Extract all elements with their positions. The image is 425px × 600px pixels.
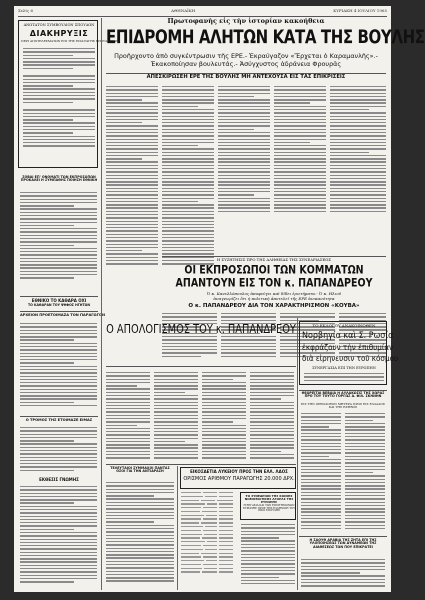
lower-mid-headline-5: Η ΕΡΓΑΣΙΑ ΚΑΙ ΤΩΝ ΕΠΙΣΤΗΜΟΝΩΝ ΕΥΡΩΠΗΣ ΠΡΟΣ ΤΗΣ ΕΛΛΗΝΙΚΗ ΤΟΥ ΟΙΚΟ ΣΠΟΥΔΗΣ [243, 504, 295, 513]
notice-title: ΔΙΑΚΗΡΥΞΙΣ [29, 29, 89, 38]
right-box-line-1: Νορβηγία καὶ Σ. Ρωσία [302, 329, 394, 341]
right-lower-col-2 [345, 413, 385, 533]
notice-subtitle: ΠΕΡΙ ΑΠΟΤΕΛΕΣΜΑΤΩΝ ΕΠΙ ΤΗΣ ΕΙΣΑΓΩΓΗΣ ΣΠΟΥΔΑΣΤΩΝ [21, 39, 119, 43]
left-col-text-2 [20, 323, 97, 413]
masthead-center: ΑΘΗΝΑΪΚΗ [171, 8, 196, 13]
lower-mid-table [181, 492, 237, 587]
right-column-rule [297, 318, 298, 590]
right-lower-headline-2: Η ΣΑΟΥΘ ΑΡΑΒΙΑ ΤΗΣ ΖΗΤΑ ΕΠΙ ΤΗΣ ΥΛΟΠΟΙΗΣΕΩΣ ΤΩΝ ΔΥΝΑΜΕΩΝ ΤΗΣ ΔΙΑΘΕΣΕΩΣ ΤΩΝ ΠΟΥ ΕΠΙΚΡΑΤΕΙ [309, 538, 377, 549]
left-headline-1: ΣΟΒΑΙ ΕΠ' ΟΝΟΜΑΤΙ ΤΩΝ ΕΚΠΡΟΣΩΠΩΝ ΠΡΟΚΑΛΕΙ Η ΣΥΜΠΑΘΗΣ ΠΟΙΗΣΗ ΕΘΝΙΚΗ [20, 175, 98, 183]
lower-mid-right-box [240, 492, 296, 520]
left-headline-2b: ΤΟ ΚΑΘΑΡΑΝ ΤΟΥ ΨΗΦΟΣ ΗΓΗΤΩΝ [28, 303, 90, 307]
mid-kicker: Η ΣΥΖΗΤΗΣΙΣ ΠΡΟ ΤΗΣ ΑΛΗΘΕΙΑΣ ΤΗΣ ΣΥΝΕΔΡΙΑΣΕΩΣ [216, 257, 332, 262]
left-headline-3: ΑΡΧΕΙΟΝ ΠΡΟΕΤΟΙΜΑΖΑ ΤΟΝ ΠΑΡΑΓΩΓΟΝ [20, 313, 105, 317]
lead-col-5 [330, 86, 386, 216]
mid-col-2 [221, 313, 276, 363]
right-box-kicker: ΤΟ ΕΚΛΟΓΟΥ ΑΝΑΚΟΙΝΩΘΕΝ [312, 323, 376, 328]
left-divider-2 [20, 311, 98, 312]
mid-headline-1: ΟΙ ΕΚΠΡΟΣΩΠΟΙ ΤΩΝ ΚΟΜΜΑΤΩΝ [184, 263, 364, 277]
mid-deck-3: Ο κ. ΠΑΠΑΝΔΡΕΟΥ ΔΙΑ ΤΟΝ ΧΑΡΑΚΤΗΡΙΣΜΟΝ «ΚΟΥΒΑ» [188, 303, 360, 309]
apologismos-col-4 [250, 372, 294, 462]
notice-body [23, 48, 95, 166]
right-feature-box [299, 321, 399, 385]
lead-headline: ΕΠΙΔΡΟΜΗ ΑΛΗΤΩΝ ΚΑΤΑ ΤΗΣ ΒΟΥΛΗΣ [106, 25, 425, 48]
right-box-line-3: διὰ εἰρηνευσιν τοῦ κόσμου [302, 352, 399, 364]
apologismos-headline-visible: Ο ΑΠΟΛΟΓΙΣΜΟΣ ΤΟΥ κ. ΠΑΠΑΝΔΡΕΟΥ [106, 322, 296, 337]
lower-mid-col-1 [106, 482, 174, 587]
left-col-text-4 [20, 486, 97, 586]
date-line: ΚΥΡΙΑΚΗ 4 ΙΟΥΛΙΟΥ 1965 [333, 8, 387, 13]
left-col-text-3 [20, 427, 97, 475]
right-lower-headline-1b: ΕΙΣ ΤΗΝ ΟΡΘΟΔΟΞΟΝ ΜΗΤΕΡΑ ΠΡΟΣ ΕΙΣ ΕΛΛΑΔΟΣ ΚΑΙ ΤΗΣ ΕΦΗΒΟΣ [301, 402, 385, 410]
mid-headline-2: ΑΠΑΝΤΟΥΝ ΕΙΣ ΤΟΝ κ. ΠΑΠΑΝΔΡΕΟΥ [175, 276, 373, 290]
left-divider-1 [20, 296, 98, 297]
lead-deck-1: Προῆρχοντο ἀπὸ συγκέντρωσιν τῆς ΕΡΕ.- Ἐκραύγαζον «Ἔρχεται ὁ Καραμανλῆς».- Ἐκακοποίησαν βουλευτάς.- Ἀσύγχυστος ἀδράνεια Φρουρᾶς [114, 52, 378, 68]
right-lower-col-1 [301, 413, 341, 533]
notice-org: ΑΝΩΤΑΤΟΝ ΣΥΜΒΟΥΛΙΟΝ ΣΠΟΥΔΩΝ [23, 23, 95, 27]
lower-mid-rule [106, 464, 296, 465]
page-number: Σελίς 6 [18, 8, 34, 13]
lead-deck-2: ΑΠΕΣΚΙΡΩΣΕΗ ΕΡΕ ΤΗΣ ΒΟΥΛΗΣ ΜΗ ΑΝΤΕΧΟΥΣΑ ΕΙΣ ΤΑΣ ΕΠΙΚΡΙΣΕΙΣ [146, 74, 346, 80]
mid-col-1 [162, 313, 217, 363]
right-lower-col-3 [301, 559, 385, 589]
right-box-line-2: ἐκφράζουν τὴν ἐπιθυμίαν [302, 341, 394, 353]
lead-col-4 [274, 86, 326, 216]
apologismos-col-1 [106, 372, 150, 462]
lead-kicker: Πρωτοφανὴς εἰς τὴν ἱστορίαν κακοήθεια [167, 17, 325, 25]
lead-col-3 [218, 86, 270, 216]
mid-deck-2: ἀναγνωρίζει ὅτι ἡ πολιτικὴ ἀποτελεῖ τῆς ΕΡΕ ἀνικανότητα [213, 296, 335, 301]
lower-mid-col-2 [241, 524, 295, 587]
left-headline-4: Ο ΤΡΟΜΟΣ ΤΗΣ ΕΤΟΙΜΑΖΕ ΕΙΜΑΣ [25, 418, 93, 422]
lower-mid-headline-2: ΕΙΚΟΣΑΕΤΙΑ ΛΥΚΕΙΟΥ ΠΡΟΣ ΤΗΝ ΕΛΛ. ΛΑΟΣ [190, 469, 288, 474]
apologismos-col-3 [202, 372, 246, 462]
left-headline-5: ΕΚΘΕΣΙΣ ΓΝΩΜΗΣ [39, 477, 79, 482]
lead-col-1 [106, 86, 158, 271]
apologismos-rule-top [106, 366, 296, 367]
apologismos-col-2 [154, 372, 198, 462]
left-divider-3 [20, 416, 98, 417]
lower-mid-rule-v [177, 466, 178, 590]
right-lower-rule-2 [299, 536, 387, 537]
left-column-rule [101, 18, 102, 590]
lower-mid-headline-3: ΟΡΙΣΜΟΣ ΑΡΙΘΜΟΥ ΠΑΡΑΓΩΓΗΣ 20.000 ΔΡΧ. [183, 476, 295, 482]
right-lower-headline-1: ΘΕΩΡΕΙΤΑΙ ΒΕΒΑΙΑ Η ΑΥΛΑΚΩΣΙΣ ΤΗΣ ΧΩΡΑΣ ΠΡΟ ΤΟΥ ΤΟΥΤΟ ΓΟΡΓΩΣ Α. ΦΙΛ. ΣΚΗΝΗΝ [301, 391, 385, 399]
left-headline-2: ΕΘΝΙΚΟ ΤΟ ΚΑΘΑΡΑ ΟΧΙ [31, 298, 87, 303]
masthead-line [18, 8, 387, 17]
lower-mid-headline-4: ΤΟ ΣΥΝΕΔΡΙΟΝ ΤΗΣ ΚΟΙΝΗΣ ΝΟΜΙΣΜΑΤΙΚΗΣ ΑΓΟΡΑΣ ΤΗΣ ΕΥΡΩΠΗΣ [244, 494, 294, 505]
lower-mid-box [180, 467, 296, 489]
notice-box [18, 20, 119, 168]
left-col-text-1 [20, 192, 97, 292]
lower-mid-headline-1: ΤΕΛΕΥΤΑΙΟΙ ΣΥΜΜΑΧΟΙ ΠΑΝΤΑΣ ΟΣΟΙ ΓΙΑ ΤΗΝ ΑΝΤΙΔΡΑΣΗ [110, 466, 170, 474]
mid-deck-1: Ὁ κ. Κανελλόπουλος ἀποφεύγει καὶ δίδει ἐρωτήματα.- Ὁ κ. Ηλιοῦ [206, 291, 342, 296]
right-box-text [304, 373, 384, 383]
lead-col-2 [162, 86, 214, 271]
right-box-foot: ΣΥΝΕΡΓΑΣΙΑ ΕΠΙ ΤΗΝ ΕΥΡΩΠΗΝ [312, 366, 376, 370]
newspaper-page [14, 6, 425, 592]
